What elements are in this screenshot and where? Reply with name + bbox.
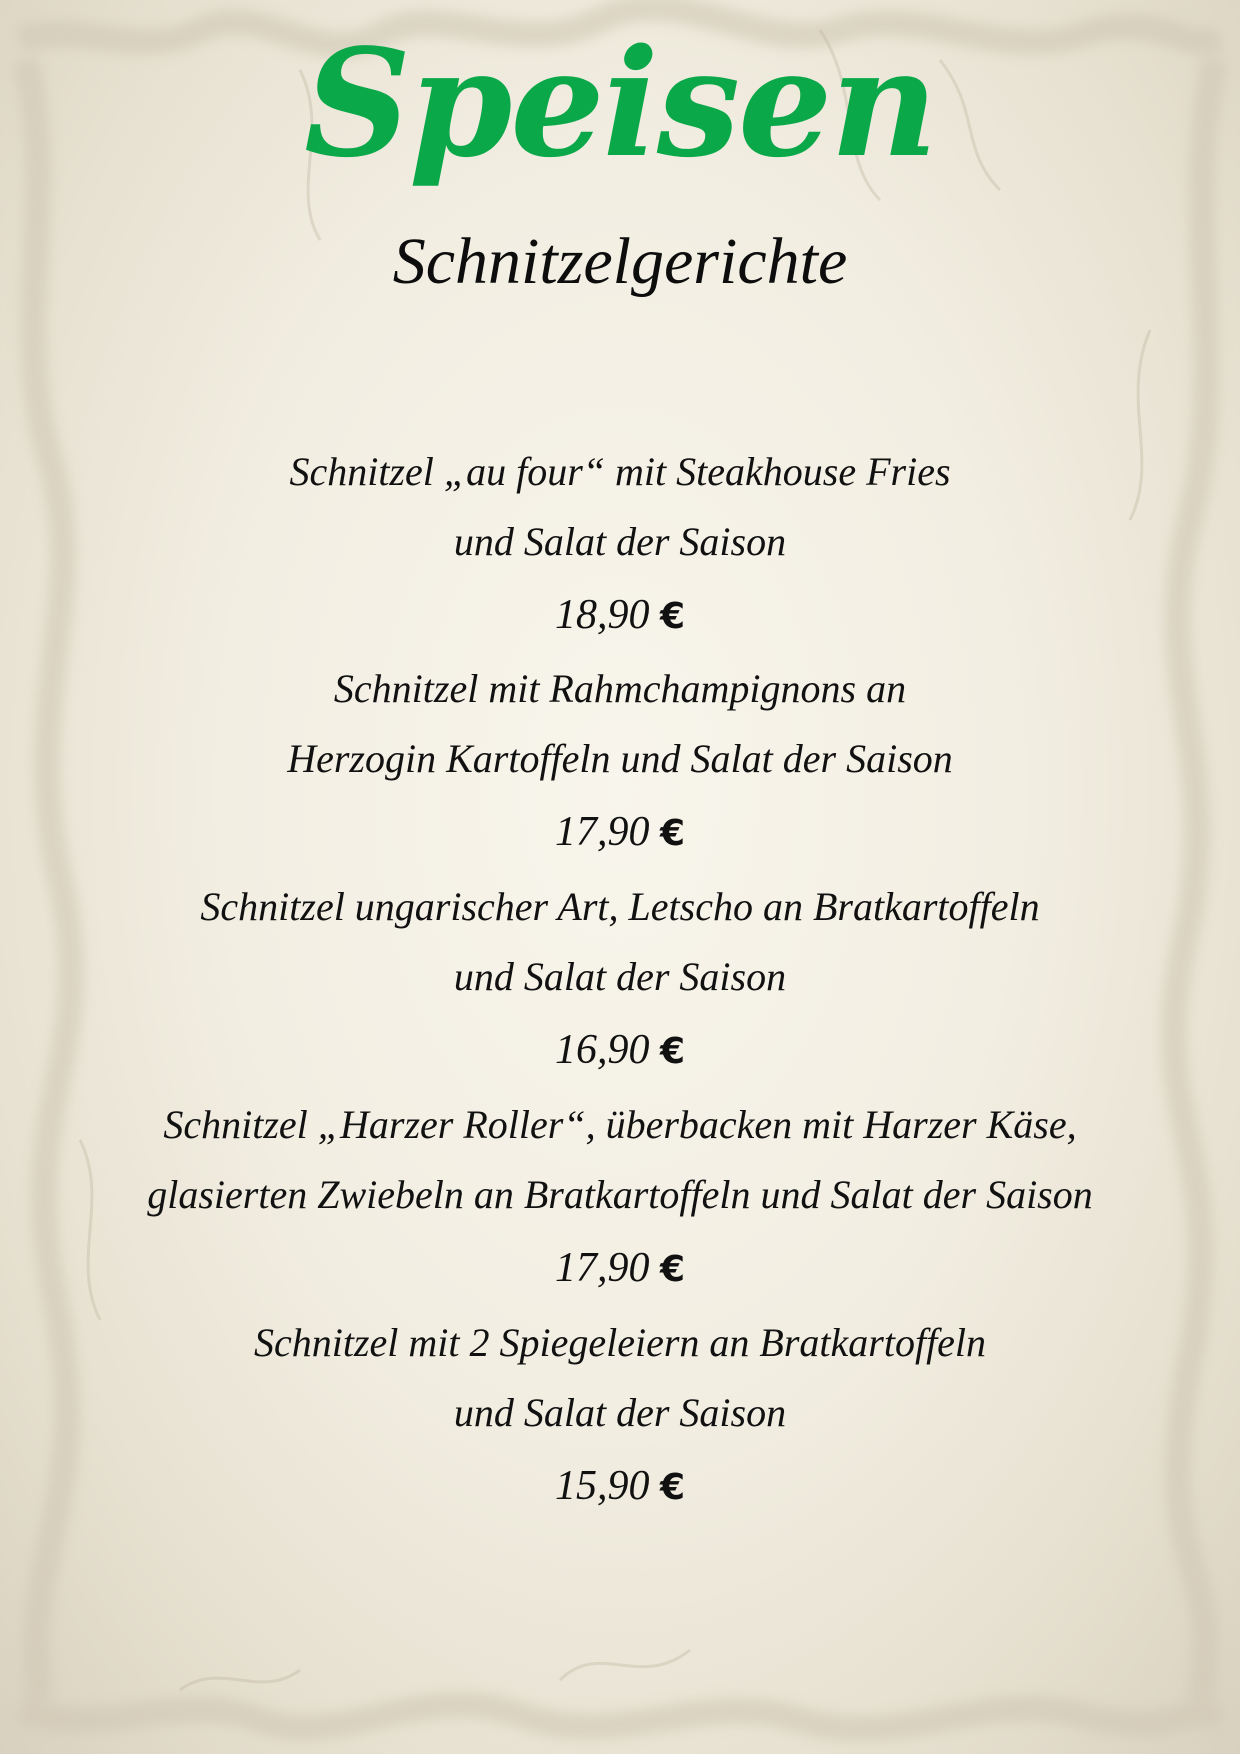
dish-description-line: Schnitzel mit 2 Spiegeleiern an Bratkartoffeln <box>253 1320 987 1365</box>
euro-symbol: € <box>659 1031 686 1072</box>
dish-description-line: Schnitzel „au four“ mit Steakhouse Fries <box>289 449 951 494</box>
price-value: 16,90 <box>554 1027 650 1073</box>
dish-price <box>0 1230 1240 1306</box>
dish-description-line: und Salat der Saison <box>453 1390 787 1435</box>
dish-description-line: und Salat der Saison <box>453 954 787 999</box>
dish-item <box>0 1308 1240 1524</box>
dish-description-line: Schnitzel ungarischer Art, Letscho an Bratkartoffeln <box>200 884 1040 929</box>
dish-description-line: Schnitzel mit Rahmchampignons an <box>333 666 907 711</box>
dish-item <box>0 654 1240 870</box>
dish-item <box>0 872 1240 1088</box>
price-value: 17,90 <box>554 809 650 855</box>
price-value: 18,90 <box>554 592 650 638</box>
euro-symbol: € <box>659 596 686 637</box>
dish-price <box>0 1012 1240 1088</box>
dish-price <box>0 794 1240 870</box>
menu-title: Speisen <box>304 16 936 190</box>
dish-price <box>0 577 1240 653</box>
dish-description-line: und Salat der Saison <box>453 519 787 564</box>
price-value: 15,90 <box>554 1463 650 1509</box>
dish-description-line: Schnitzel „Harzer Roller“, überbacken mit Harzer Käse, <box>163 1102 1077 1147</box>
dish-description-line: glasierten Zwiebeln an Bratkartoffeln und Salat der Saison <box>147 1172 1093 1217</box>
dish-price <box>0 1448 1240 1524</box>
dish-item <box>0 1090 1240 1306</box>
euro-symbol: € <box>659 1467 686 1508</box>
euro-symbol: € <box>659 813 686 854</box>
dish-description-line: Herzogin Kartoffeln und Salat der Saison <box>287 736 953 781</box>
price-value: 17,90 <box>554 1245 650 1291</box>
dish-item <box>0 437 1240 653</box>
euro-symbol: € <box>659 1249 686 1290</box>
section-title: Schnitzelgerichte <box>392 225 848 298</box>
